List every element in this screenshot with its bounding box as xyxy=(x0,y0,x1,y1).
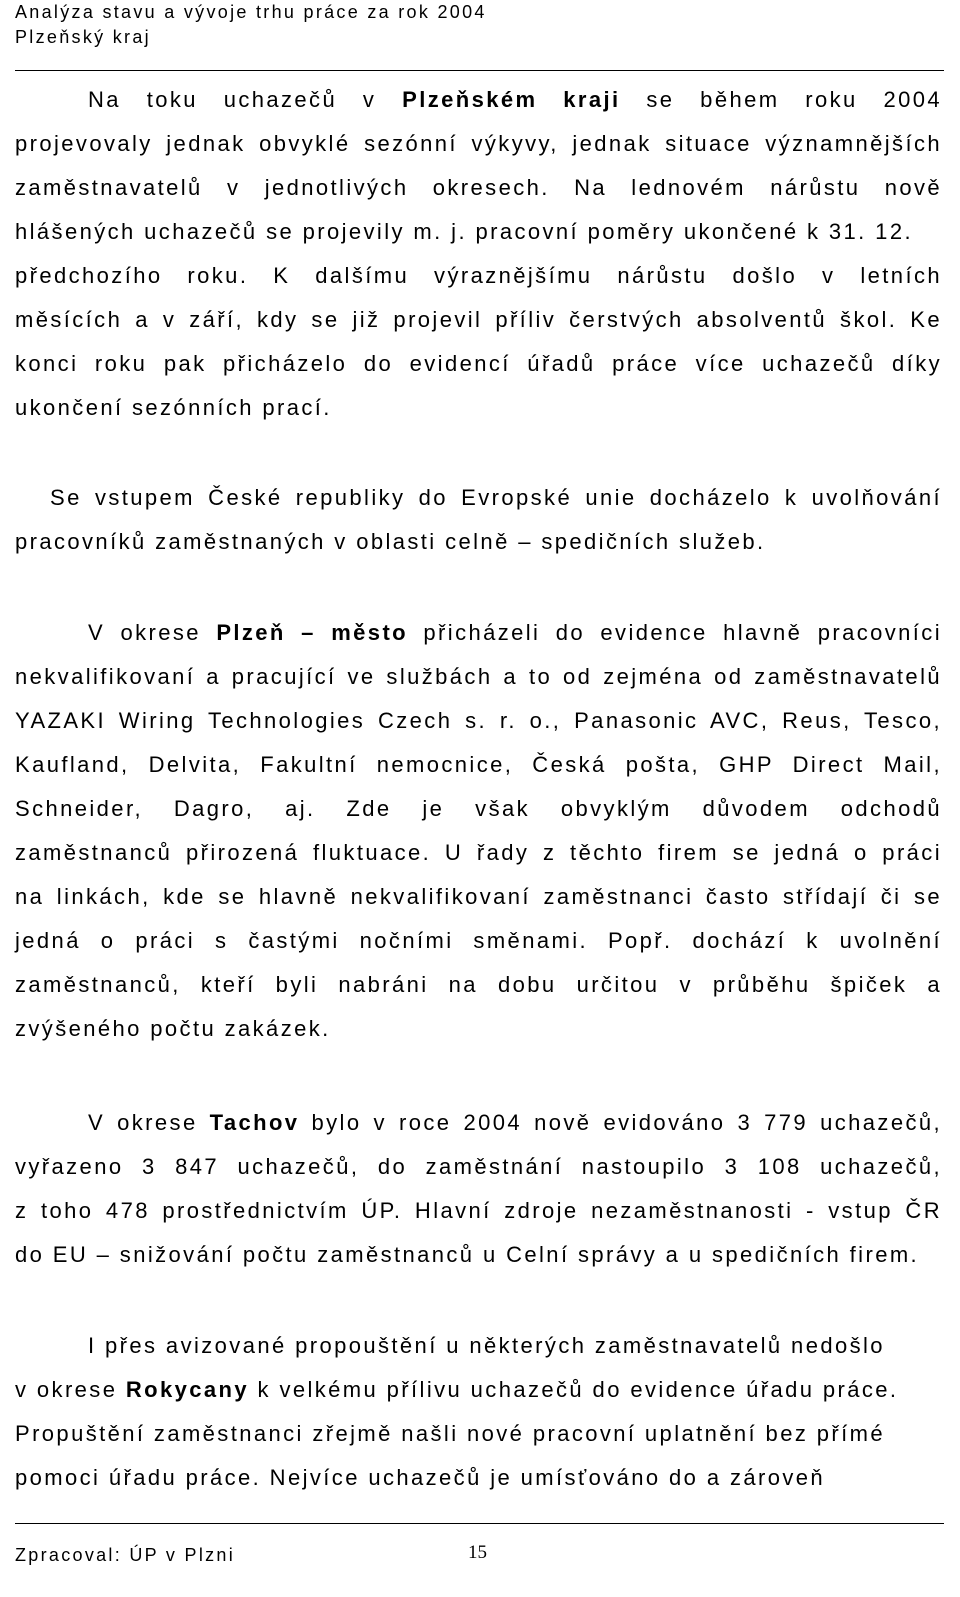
text-line: zvýšeného počtu zakázek. xyxy=(15,1016,331,1041)
text-line: zaměstnanců, kteří byli nabráni na dobu určitou v průběhu špiček a xyxy=(15,972,942,997)
bold-text: Plzeň – město xyxy=(216,620,409,645)
text-segment: V okrese xyxy=(88,1110,210,1135)
paragraph-4 xyxy=(15,1101,942,1277)
text-line: Kaufland, Delvita, Fakultní nemocnice, Česká pošta, GHP Direct Mail, xyxy=(15,752,942,777)
paragraph-3 xyxy=(15,611,942,1051)
text-line: nekvalifikovaní a pracující ve službách a to od zejména od zaměstnavatelů xyxy=(15,664,942,689)
text-segment: bylo v roce 2004 nově evidováno 3 779 uchazečů, xyxy=(299,1110,943,1135)
text-line: z toho 478 prostřednictvím ÚP. Hlavní zdroje nezaměstnanosti - vstup ČR xyxy=(15,1198,942,1223)
header-rule xyxy=(15,70,944,71)
text-line: předchozího roku. K dalšímu výraznějšímu nárůstu došlo v letních xyxy=(15,263,942,288)
text-line: I přes avizované propouštění u některých zaměstnavatelů nedošlo xyxy=(88,1333,885,1358)
text-segment: V okrese xyxy=(88,620,217,645)
text-line: ukončení sezónních prací. xyxy=(15,395,332,420)
bold-text: Rokycany xyxy=(125,1377,250,1402)
text-line xyxy=(15,611,942,655)
text-line: hlášených uchazečů se projevily m. j. pracovní poměry ukončené k 31. 12. xyxy=(15,219,913,244)
text-line: Schneider, Dagro, aj. Zde je však obvyklým důvodem odchodů xyxy=(15,796,942,821)
text-line: zaměstnavatelů v jednotlivých okresech. Na lednovém nárůstu nově xyxy=(15,175,942,200)
text-line: jedná o práci s častými nočními směnami. Popř. dochází k uvolnění xyxy=(15,928,942,953)
bold-text: Tachov xyxy=(209,1110,300,1135)
text-segment: Na toku uchazečů v xyxy=(88,87,403,112)
text-line xyxy=(15,1101,942,1145)
text-segment: v okrese xyxy=(15,1377,126,1402)
text-line: Se vstupem České republiky do Evropské unie docházelo k uvolňování xyxy=(50,485,942,510)
text-segment: se během roku 2004 xyxy=(620,87,943,112)
paragraph-1 xyxy=(15,78,942,430)
text-line: na linkách, kde se hlavně nekvalifikovaní zaměstnanci často střídají či se xyxy=(15,884,942,909)
bold-text: Plzeňském kraji xyxy=(402,87,621,112)
text-line: do EU – snižování počtu zaměstnanců u Celní správy a u spedičních firem. xyxy=(15,1242,920,1267)
paragraph-5 xyxy=(15,1324,942,1500)
text-line: pomoci úřadu práce. Nejvíce uchazečů je umísťováno do a zároveň xyxy=(15,1465,826,1490)
footer-author: Zpracoval: ÚP v Plzni xyxy=(15,1545,236,1565)
text-segment: k velkému přílivu uchazečů do evidence úřadu práce. xyxy=(249,1377,899,1402)
header-title: Analýza stavu a vývoje trhu práce za rok 2004 xyxy=(15,2,487,22)
paragraph-2 xyxy=(15,476,942,564)
text-line: měsících a v září, kdy se již projevil příliv čerstvých absolventů škol. Ke xyxy=(15,307,942,332)
page-number: 15 xyxy=(468,1542,487,1563)
text-line: vyřazeno 3 847 uchazečů, do zaměstnání nastoupilo 3 108 uchazečů, xyxy=(15,1154,942,1179)
text-segment: přicházeli do evidence hlavně pracovníci xyxy=(408,620,942,645)
text-line: konci roku pak přicházelo do evidencí úřadů práce více uchazečů díky xyxy=(15,351,942,376)
text-line: pracovníků zaměstnaných v oblasti celně – spedičních služeb. xyxy=(15,529,766,554)
text-line: YAZAKI Wiring Technologies Czech s. r. o., Panasonic AVC, Reus, Tesco, xyxy=(15,708,942,733)
text-line: projevovaly jednak obvyklé sezónní výkyvy, jednak situace významnějších xyxy=(15,131,942,156)
text-line xyxy=(15,1368,942,1412)
text-line: zaměstnanců přirozená fluktuace. U řady z těchto firem se jedná o práci xyxy=(15,840,942,865)
text-line: Propuštění zaměstnanci zřejmě našli nové pracovní uplatnění bez přímé xyxy=(15,1421,885,1446)
footer-rule xyxy=(15,1523,944,1524)
header-region: Plzeňský kraj xyxy=(15,27,151,47)
text-line xyxy=(15,78,942,122)
page-header xyxy=(15,0,487,50)
